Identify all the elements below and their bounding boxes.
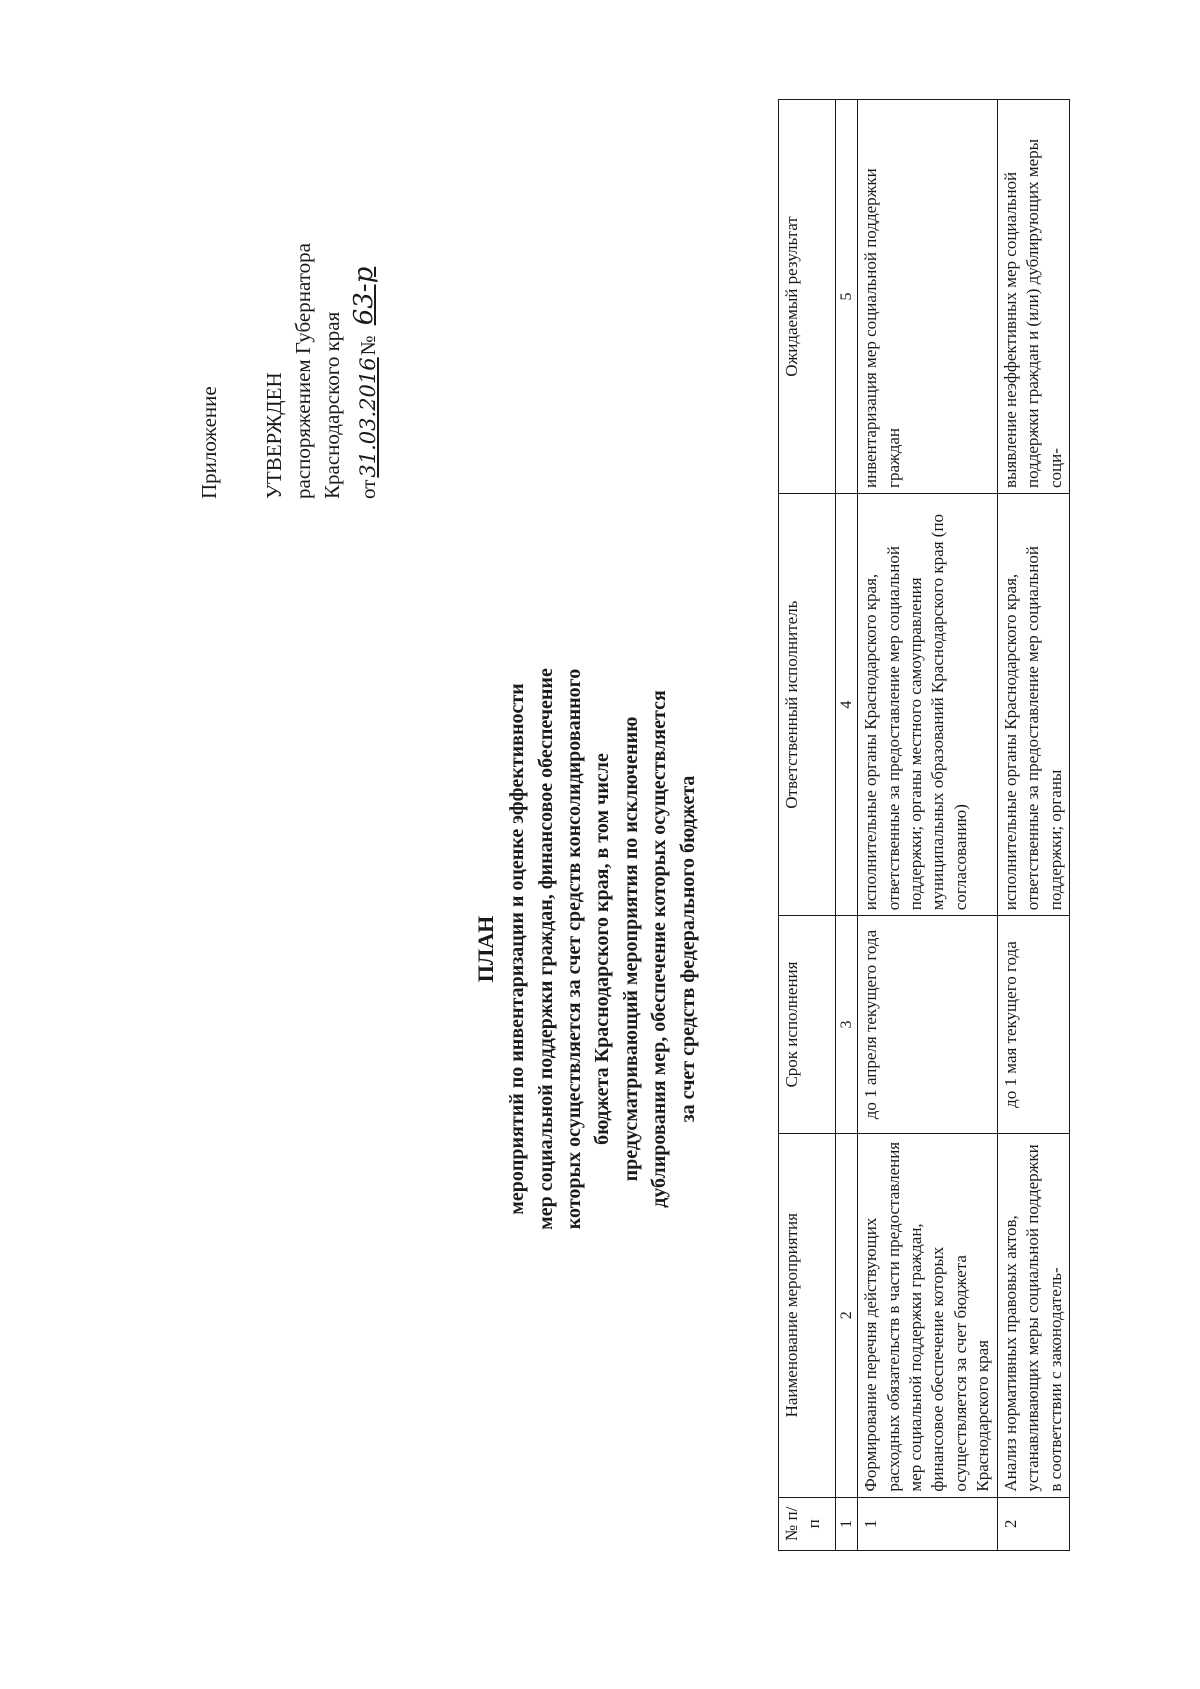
- approval-date-line: [347, 243, 383, 499]
- row-number: 2: [997, 1497, 1069, 1550]
- header-deadline: Срок исполнения: [779, 916, 836, 1134]
- table-row: [997, 100, 1069, 1551]
- approval-line-2: Краснодарского края: [319, 311, 344, 499]
- row-result: инвентаризация мер социальной поддержки граждан: [858, 100, 998, 494]
- header-result: Ожидаемый результат: [779, 100, 836, 494]
- row-number: 1: [858, 1497, 998, 1550]
- column-number: 3: [836, 916, 858, 1134]
- approval-line-1: распоряжением Губернатора: [290, 243, 315, 499]
- approval-block: [195, 243, 383, 499]
- title-line: дублирования мер, обеспечение которых осуществляется: [648, 690, 671, 1208]
- plan-table: [778, 99, 1070, 1551]
- column-number: 2: [836, 1133, 858, 1497]
- row-result: выявление неэффективных мер социальной поддержки граждан и (или) дублирующих меры соци-: [997, 100, 1069, 494]
- header-name: Наименование мероприятия: [779, 1133, 836, 1497]
- title-line: бюджета Краснодарского края, в том числе: [591, 753, 614, 1145]
- table-header-row: [779, 100, 836, 1551]
- title-line: которых осуществляется за счет средств консолидированного: [563, 668, 586, 1230]
- column-number: 1: [836, 1497, 858, 1550]
- row-name: Формирование перечня действующих расходных обязательств в части предоставления мер социальной поддержки граждан, финансовое обеспечение которых осуществляется за счет бюджета Краснодарского края: [858, 1133, 998, 1497]
- row-deadline: до 1 апреля текущего года: [858, 916, 998, 1134]
- handwritten-date: 31.03.2016: [355, 357, 380, 478]
- title-line: мероприятий по инвентаризации и оценке эффективности: [506, 683, 529, 1215]
- row-deadline: до 1 мая текущего года: [997, 916, 1069, 1134]
- annex-label: Приложение: [197, 386, 221, 499]
- header-executor: Ответственный исполнитель: [779, 494, 836, 916]
- date-prefix: от: [355, 479, 380, 499]
- handwritten-number: 63-р: [348, 266, 379, 326]
- row-name: Анализ нормативных правовых актов, устанавливающих меры социальной поддержки в соответствии с законодатель-: [997, 1133, 1069, 1497]
- column-number: 5: [836, 100, 858, 494]
- document-title: [470, 539, 702, 1359]
- title-line: предусматривающий мероприятия по исключению: [619, 716, 642, 1182]
- column-number-row: [836, 100, 858, 1551]
- number-prefix: №: [355, 335, 380, 356]
- column-number: 4: [836, 494, 858, 916]
- header-number: № п/п: [779, 1497, 836, 1550]
- approved-label: УТВЕРЖДЕН: [261, 372, 286, 499]
- row-executor: исполнительные органы Краснодарского края, ответственные за предоставление мер социальной поддержки; органы: [997, 494, 1069, 916]
- title-heading: ПЛАН: [473, 915, 498, 983]
- table-row: [858, 100, 998, 1551]
- title-line: за счет средств федерального бюджета: [676, 775, 699, 1123]
- title-line: мер социальной поддержки граждан, финансовое обеспечение: [534, 668, 557, 1230]
- row-executor: исполнительные органы Краснодарского края, ответственные за предоставление мер социальной поддержки; органы местного самоуправления муниципальных образований Краснодарского края (по согласованию): [858, 494, 998, 916]
